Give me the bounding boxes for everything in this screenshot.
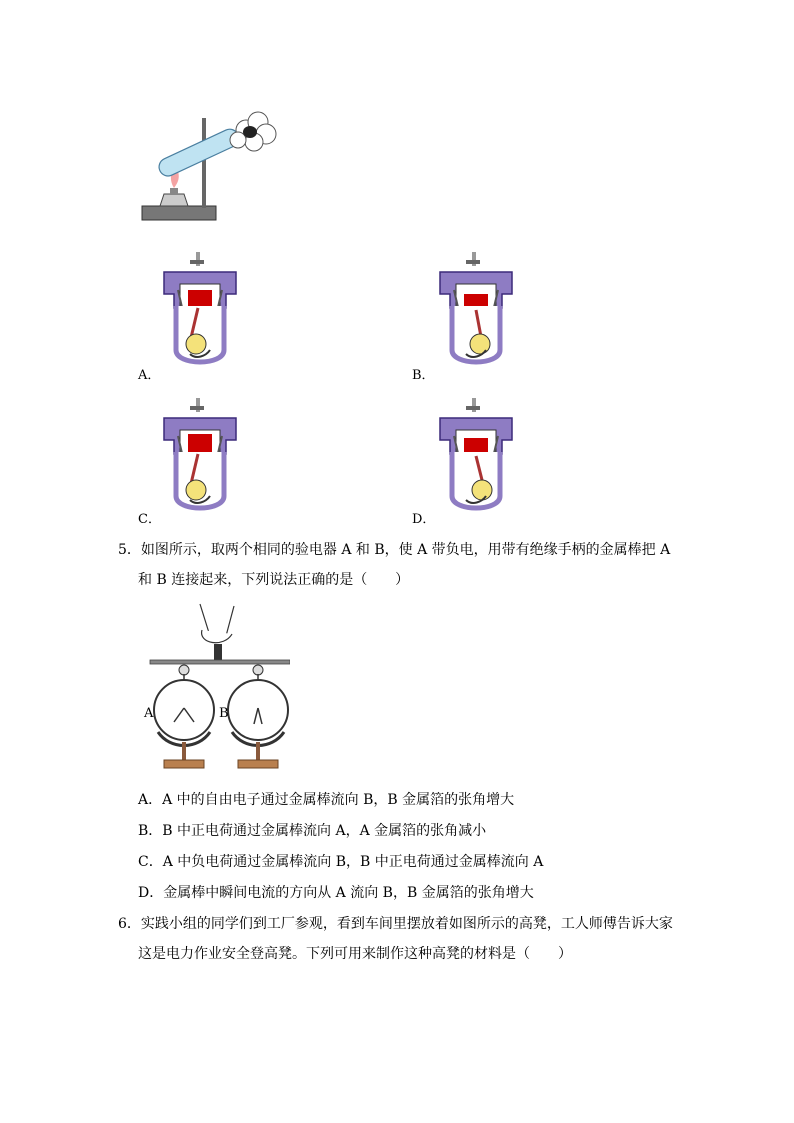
q5-stem-line1: 5．如图所示，取两个相同的验电器 A 和 B，使 A 带负电，用带有绝缘手柄的金属棒把 A xyxy=(118,542,671,558)
q5-stem-line2: 和 B 连接起来，下列说法正确的是（ ） xyxy=(138,572,410,588)
option-label-b: B． xyxy=(412,368,435,383)
electroscope-label-b: B xyxy=(219,706,229,721)
engine-diagram-c xyxy=(160,396,240,516)
option-label-c: C． xyxy=(138,512,161,527)
option-label-d: D． xyxy=(412,512,436,527)
option-label-a: A． xyxy=(138,368,161,383)
engine-diagram-b xyxy=(436,250,516,370)
engine-diagram-a xyxy=(160,250,240,370)
q5-option-d: D．金属棒中瞬间电流的方向从 A 流向 B，B 金属箔的张角增大 xyxy=(138,885,534,901)
q6-stem-line2: 这是电力作业安全登高凳。下列可用来制作这种高凳的材料是（ ） xyxy=(138,946,572,962)
electroscope-figure xyxy=(140,600,290,772)
q5-option-a: A．A 中的自由电子通过金属棒流向 B，B 金属箔的张角增大 xyxy=(138,792,515,808)
engine-diagram-d xyxy=(436,396,516,516)
electroscope-label-a: A xyxy=(144,706,154,721)
q5-option-b: B．B 中正电荷通过金属棒流向 A，A 金属箔的张角减小 xyxy=(138,823,487,839)
q6-stem-line1: 6．实践小组的同学们到工厂参观，看到车间里摆放着如图所示的高凳，工人师傅告诉大家 xyxy=(118,916,673,932)
test-tube-heating-figure xyxy=(138,108,278,226)
q5-option-c: C．A 中负电荷通过金属棒流向 B，B 中正电荷通过金属棒流向 A xyxy=(138,854,544,870)
